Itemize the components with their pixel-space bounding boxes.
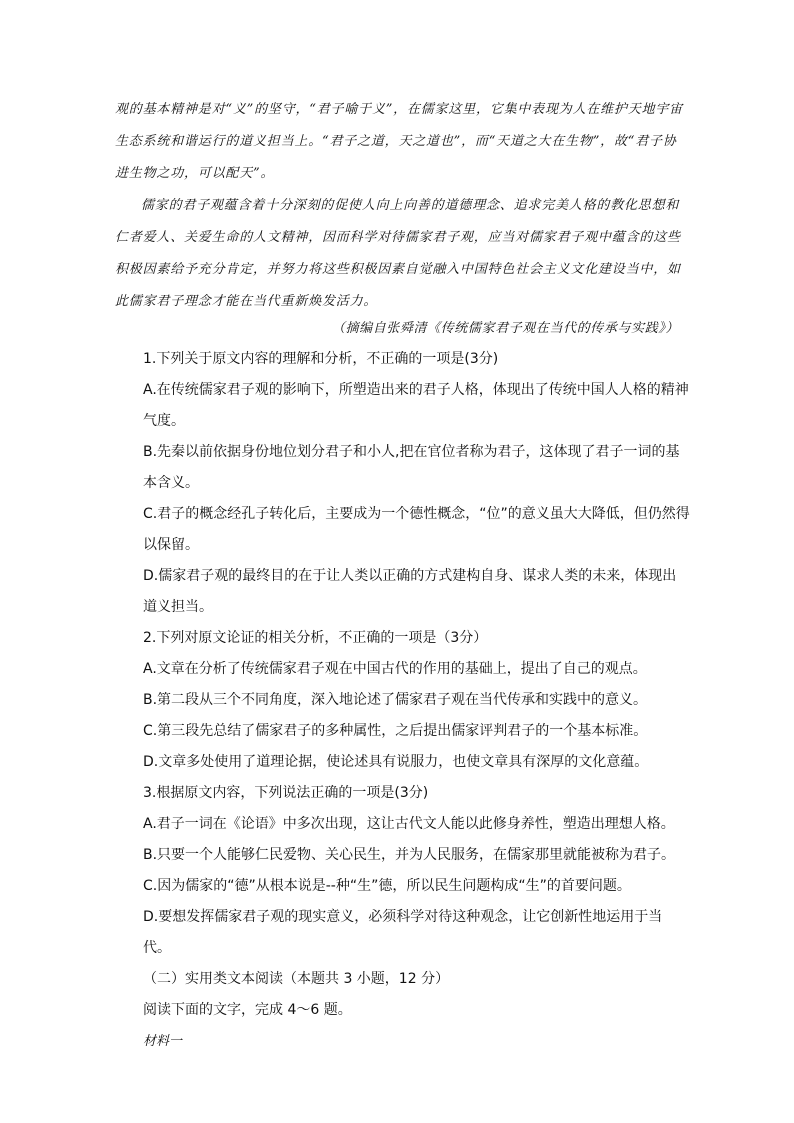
question-2-option-b: B.第二段从三个不同角度，深入地论述了儒家君子观在当代传承和实践中的意义。	[143, 692, 648, 708]
question-2-stem: 2.下列对原文论证的相关分析，不正确的一项是（3分）	[143, 630, 488, 646]
question-3-option-b: B.只要一个人能够仁民爱物、关心民生，并为人民服务，在儒家那里就能被称为君子。	[143, 847, 676, 863]
material-label: 材料一	[143, 1034, 183, 1049]
question-1-option-a: A.在传统儒家君子观的影响下，所塑造出来的君子人格，体现出了传统中国人人格的精神气度。	[143, 382, 689, 429]
question-1-option-c: C.君子的概念经孔子转化后，主要成为一个德性概念，“位”的意义虽大大降低，但仍然得以保留。	[143, 506, 690, 553]
question-1-stem: 1.下列关于原文内容的理解和分析，不正确的一项是(3分)	[143, 351, 499, 367]
question-1-option-d: D.儒家君子观的最终目的在于让人类以正确的方式建构自身、谋求人类的未来，体现出道义担当。	[143, 568, 677, 615]
passage-paragraph-1: 观的基本精神是对“义”的坚守，“君子喻于义”，在儒家这里，它集中表现为人在维护天地宇宙生态系统和谐运行的道义担当上。“君子之道，天之道也”，而“天道之大在生物”，故“君子协进生物之功，可以配天”。	[115, 102, 683, 181]
question-1-option-b: B.先秦以前依据身份地位划分君子和小人,把在官位者称为君子，这体现了君子一词的基本含义。	[143, 444, 680, 491]
questions-block	[115, 344, 690, 1057]
question-3-option-c: C.因为儒家的“德”从根本说是--种“生”德，所以民生问题构成“生”的首要问题。	[143, 878, 631, 894]
question-2-option-c: C.第三段先总结了儒家君子的多种属性，之后提出儒家评判君子的一个基本标准。	[143, 723, 648, 739]
question-3-option-a: A.君子一词在《论语》中多次出现，这让古代文人能以此修身养性，塑造出理想人格。	[143, 816, 675, 832]
section-instruction: 阅读下面的文字，完成 4～6 题。	[143, 1002, 352, 1018]
question-2-option-d: D.文章多处使用了道理论据，使论述具有说服力，也使文章具有深厚的文化意蕴。	[143, 754, 649, 770]
question-2-option-a: A.文章在分析了传统儒家君子观在中国古代的作用的基础上，提出了自己的观点。	[143, 661, 647, 677]
section-heading: （二）实用类文本阅读（本题共 3 小题，12 分）	[143, 971, 450, 987]
passage-source: （摘编自张舜清《传统儒家君子观在当代的传承与实践》）	[331, 321, 679, 336]
passage-paragraph-2: 儒家的君子观蕴含着十分深刻的促使人向上向善的道德理念、追求完美人格的教化思想和仁者爱人、关爱生命的人文精神，因而科学对待儒家君子观，应当对儒家君子观中蕴含的这些积极因素给予充分肯定，并努力将这些积极因素自觉融入中国特色社会主义文化建设当中，如此儒家君子理念才能在当代重新焕发活力。	[115, 198, 681, 309]
question-3-option-d: D.要想发挥儒家君子观的现实意义，必须科学对待这种观念，让它创新性地运用于当代。	[143, 909, 663, 956]
question-3-stem: 3.根据原文内容，下列说法正确的一项是(3分)	[143, 785, 429, 801]
